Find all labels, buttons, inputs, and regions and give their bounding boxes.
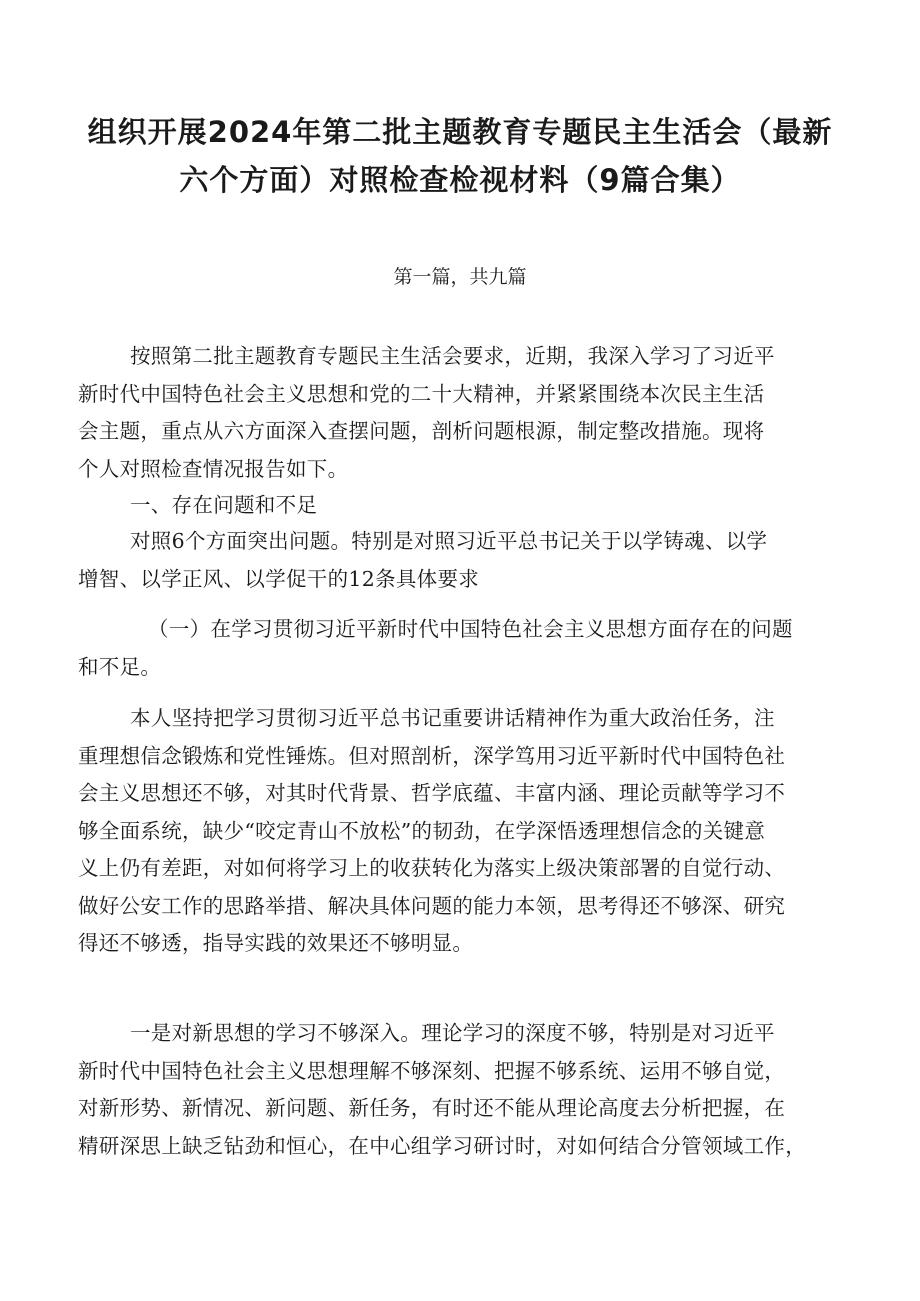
text-line: 一、存在问题和不足 <box>130 493 318 517</box>
title-line: 六个方面）对照检查检视材料（9篇合集） <box>179 163 741 197</box>
text-line: 对新形势、新情况、新问题、新任务，有时还不能从理论高度去分析把握，在 <box>78 1096 786 1120</box>
text-line: 一是对新思想的学习不够深入。理论学习的深度不够，特别是对习近平 <box>130 1021 775 1045</box>
text-line: 按照第二批主题教育专题民主生活会要求，近期，我深入学习了习近平 <box>130 344 775 368</box>
section-subtitle: 第一篇，共九篇 <box>393 266 527 288</box>
text-line: 增智、以学正风、以学促干的12条具体要求 <box>78 566 480 591</box>
text-line: 会主题，重点从六方面深入查摆问题，剖析问题根源，制定整改措施。现将 <box>78 419 765 443</box>
text-line: 精研深思上缺乏钻劲和恒心，在中心组学习研讨时，对如何结合分管领域工作， <box>78 1133 806 1158</box>
text-line: 本人坚持把学习贯彻习近平总书记重要讲话精神作为重大政治任务，注 <box>130 706 775 730</box>
text-line: 和不足。 <box>78 654 162 679</box>
section-heading <box>78 487 858 525</box>
document-title <box>60 108 860 204</box>
text-line: （一）在学习贯彻习近平新时代中国特色社会主义思想方面存在的问题 <box>148 617 793 641</box>
text-line: 会主义思想还不够，对其时代背景、哲学底蕴、丰富内涵、理论贡献等学习不 <box>78 781 786 805</box>
text-line: 对照6个方面突出问题。特别是对照习近平总书记关于以学铸魂、以学 <box>130 529 768 553</box>
text-line: 得还不够透，指导实践的效果还不够明显。 <box>78 931 474 955</box>
text-line: 做好公安工作的思路举措、解决具体问题的能力本领，思考得还不够深、研究 <box>78 893 786 918</box>
text-line: 义上仍有差距，对如何将学习上的收获转化为落实上级决策部署的自觉行动、 <box>78 856 786 880</box>
body-paragraph <box>78 1015 858 1165</box>
body-paragraph <box>78 700 858 963</box>
text-line: 新时代中国特色社会主义思想和党的二十大精神，并紧紧围绕本次民主生活 <box>78 381 765 406</box>
title-line: 组织开展2024年第二批主题教育专题民主生活会（最新 <box>87 115 833 149</box>
subsection-heading <box>78 611 858 686</box>
text-line: 个人对照检查情况报告如下。 <box>78 456 349 481</box>
intro-paragraph <box>78 338 858 488</box>
text-line: 新时代中国特色社会主义思想理解不够深刻、把握不够系统、运用不够自觉， <box>78 1058 786 1083</box>
text-line: 够全面系统，缺少“咬定青山不放松”的韧劲，在学深悟透理想信念的关键意 <box>78 818 766 843</box>
body-paragraph <box>78 523 858 598</box>
text-line: 重理想信念锻炼和党性锤炼。但对照剖析，深学笃用习近平新时代中国特色社 <box>78 743 786 768</box>
